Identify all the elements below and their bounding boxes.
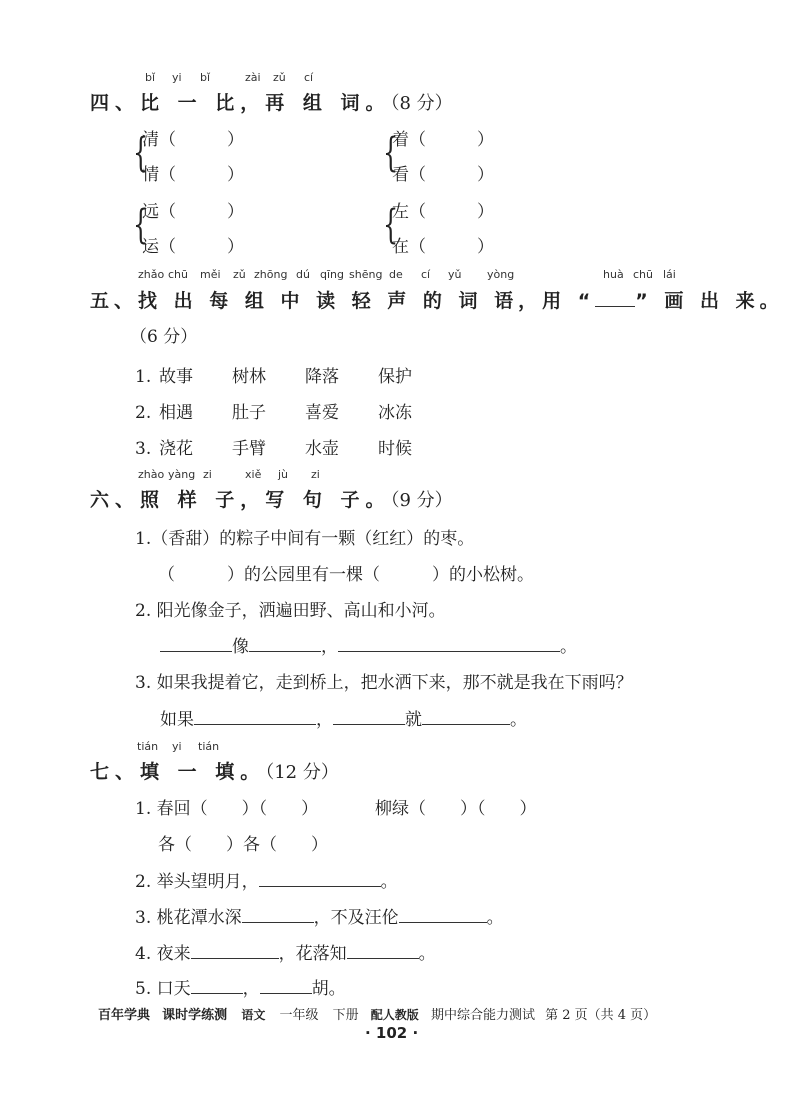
footer-edition: 配人教版 <box>370 1008 419 1022</box>
s6-q3-answer <box>160 705 527 730</box>
footer-subject: 语文 <box>241 1008 266 1022</box>
s7-title: 七、填 一 填。 <box>90 761 266 783</box>
s6-pinyin-2: yàng <box>168 468 196 481</box>
word: 浇花 <box>159 439 193 459</box>
word: 时候 <box>378 439 412 459</box>
row-number: 1. <box>135 367 152 387</box>
s4-title: 四、比 一 比，再 组 词。 <box>90 92 391 114</box>
s5-pinyin-5: zhōng <box>254 268 288 281</box>
s4-pinyin-3: bǐ <box>200 71 211 84</box>
s7-pinyin-3: tián <box>198 740 220 753</box>
footer-series: 课时学练测 <box>162 1008 228 1023</box>
word: 手臂 <box>232 439 266 459</box>
s7-q1b: 柳绿（ ）（ ） <box>375 799 537 819</box>
s4-word-4: 看（ ） <box>392 165 494 185</box>
s4-pinyin-5: zǔ <box>273 71 286 84</box>
s4-points: （8 分） <box>390 93 453 114</box>
q2-period: 。 <box>560 637 577 657</box>
q3-middle-text: ，不及汪伦 <box>313 908 399 928</box>
word: 水壶 <box>305 439 339 459</box>
answer-line[interactable] <box>249 637 321 652</box>
footer-page-info: 第 2 页（共 4 页） <box>545 1008 657 1023</box>
s5-pinyin-6: dú <box>296 268 310 281</box>
s5-pinyin-14: chū <box>633 268 653 281</box>
s6-pinyin-5: jù <box>278 468 289 481</box>
word: 保护 <box>378 367 412 387</box>
brace-icon: { <box>383 202 399 248</box>
s6-q3-example: 3. 如果我提着它，走到桥上，把水洒下来，那不就是我在下雨吗？ <box>135 673 633 693</box>
s5-pinyin-7: qīng <box>320 268 344 281</box>
s5-row-1 <box>135 362 412 387</box>
s6-q1-example: 1.（香甜）的粽子中间有一颗（红红）的枣。 <box>135 529 475 549</box>
q1-middle-text: ）的公园里有一棵（ <box>227 565 380 585</box>
s6-pinyin-3: zi <box>203 468 212 481</box>
row-number: 3. <box>135 439 152 459</box>
s5-heading <box>90 286 784 313</box>
s5-pinyin-9: de <box>389 268 403 281</box>
answer-line[interactable] <box>399 908 487 923</box>
q2-period: 。 <box>380 872 398 892</box>
footer <box>98 1004 656 1023</box>
word: 树林 <box>232 367 266 387</box>
s5-pinyin-12: yòng <box>487 268 515 281</box>
s7-points: （12 分） <box>265 762 339 783</box>
s4-word-8: 在（ ） <box>392 237 494 257</box>
s7-pinyin-2: yi <box>172 740 182 753</box>
footer-brand: 百年学典 <box>98 1008 151 1023</box>
s7-q5 <box>135 974 346 999</box>
brace-icon: { <box>133 202 149 248</box>
s4-word-2: 情（ ） <box>142 165 244 185</box>
s6-q2-example: 2. 阳光像金子，洒遍田野、高山和小河。 <box>135 601 446 621</box>
answer-line[interactable] <box>422 710 510 725</box>
paren-open: （ <box>158 565 175 585</box>
page-number: · 102 · <box>365 1024 419 1042</box>
s6-pinyin-6: zi <box>311 468 320 481</box>
s7-q1c: 各（ ）各（ ） <box>158 835 328 855</box>
s5-pinyin-1: zhǎo <box>138 268 165 281</box>
word: 降落 <box>305 367 339 387</box>
s5-title-b: ” 画 出 来。 <box>635 290 784 312</box>
footer-volume: 下册 <box>332 1008 359 1023</box>
word: 喜爱 <box>305 403 339 423</box>
answer-line[interactable] <box>347 944 419 959</box>
row-number: 2. <box>135 403 152 423</box>
s5-points: （6 分） <box>130 327 198 347</box>
s6-heading <box>90 485 453 512</box>
s5-pinyin-4: zǔ <box>233 268 246 281</box>
s4-word-6: 运（ ） <box>142 237 244 257</box>
s5-pinyin-11: yǔ <box>448 268 462 281</box>
answer-line[interactable] <box>260 979 312 994</box>
footer-test: 期中综合能力测试 <box>430 1008 535 1023</box>
q4-middle-text: ，花落知 <box>278 944 347 964</box>
s6-pinyin-4: xiě <box>245 468 262 481</box>
brace-icon: { <box>133 130 149 176</box>
s7-q4 <box>135 939 436 964</box>
word: 故事 <box>159 367 193 387</box>
s4-word-1: 清（ ） <box>142 130 244 150</box>
q2-text: 2. 举头望明月， <box>135 872 259 892</box>
s5-pinyin-2: chū <box>168 268 188 281</box>
q1-end-text: ）的小松树。 <box>432 565 534 585</box>
s5-row-3 <box>135 434 412 459</box>
s7-heading <box>90 757 339 784</box>
s5-pinyin-10: cí <box>421 268 431 281</box>
s6-title: 六、照 样 子，写 句 子。 <box>90 489 391 511</box>
s4-word-3: 着（ ） <box>392 130 494 150</box>
answer-line <box>595 292 635 307</box>
s4-pinyin-4: zài <box>245 71 261 84</box>
answer-line[interactable] <box>191 944 279 959</box>
s4-pinyin-1: bǐ <box>145 71 156 84</box>
s6-pinyin-1: zhào <box>138 468 165 481</box>
answer-line[interactable] <box>259 872 381 887</box>
q4-text: 4. 夜来 <box>135 944 191 964</box>
answer-line[interactable] <box>338 637 560 652</box>
answer-line[interactable] <box>160 637 232 652</box>
s6-q2-answer <box>160 632 577 657</box>
q2-comma: ， <box>321 637 338 657</box>
word: 冰冻 <box>378 403 412 423</box>
s4-pinyin-6: cí <box>304 71 314 84</box>
answer-line[interactable] <box>333 710 405 725</box>
s4-word-5: 远（ ） <box>142 202 244 222</box>
s6-q1-answer <box>158 560 534 585</box>
s7-pinyin-1: tián <box>137 740 159 753</box>
s7-q2 <box>135 867 398 892</box>
q5-comma: ， <box>242 979 260 999</box>
word: 肚子 <box>232 403 266 423</box>
s4-word-7: 左（ ） <box>392 202 494 222</box>
s5-row-2 <box>135 398 412 423</box>
answer-line[interactable] <box>194 710 316 725</box>
q3-period: 。 <box>486 908 504 928</box>
s5-pinyin-8: shēng <box>349 268 383 281</box>
s5-pinyin-15: lái <box>663 268 676 281</box>
s6-points: （9 分） <box>390 490 453 511</box>
q5-text: 5. 口天 <box>135 979 191 999</box>
q3-text: 3. 桃花潭水深 <box>135 908 242 928</box>
answer-line[interactable] <box>242 908 314 923</box>
s7-q3 <box>135 903 504 928</box>
q2-like-text: 像 <box>232 637 249 657</box>
s5-pinyin-3: měi <box>200 268 221 281</box>
brace-icon: { <box>383 130 399 176</box>
q3-comma: ， <box>316 710 333 730</box>
s7-q1a: 1. 春回（ ）（ ） <box>135 799 319 819</box>
s4-heading <box>90 88 453 115</box>
footer-grade: 一年级 <box>279 1008 319 1023</box>
q3-if-text: 如果 <box>160 710 194 730</box>
q4-period: 。 <box>418 944 436 964</box>
s4-pinyin-2: yi <box>172 71 182 84</box>
s5-pinyin-13: huà <box>603 268 624 281</box>
q3-then-text: 就 <box>405 710 422 730</box>
answer-line[interactable] <box>191 979 243 994</box>
q3-period: 。 <box>510 710 527 730</box>
q5-end-text: 胡。 <box>311 979 346 999</box>
s5-title-a: 五、找 出 每 组 中 读 轻 声 的 词 语，用 “ <box>90 290 596 312</box>
word: 相遇 <box>159 403 193 423</box>
